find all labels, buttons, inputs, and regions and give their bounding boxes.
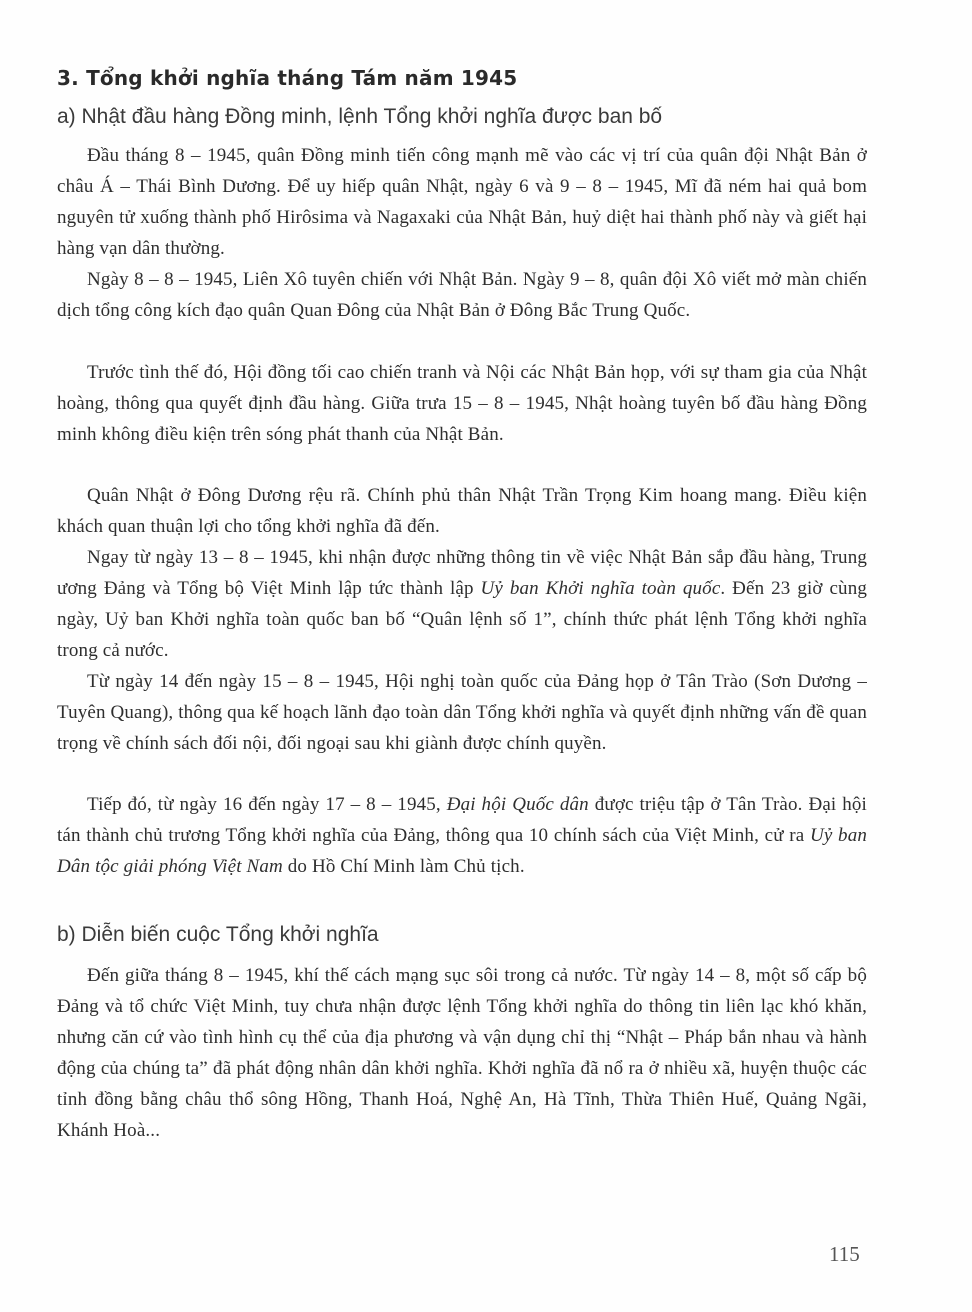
paragraph-2: Ngày 8 – 8 – 1945, Liên Xô tuyên chiến với Nhật Bản. Ngày 9 – 8, quân đội Xô viết mở màn chiến dịch tổng công kích đạo quân Quan Đông của Nhật Bản ở Đông Bắc Trung Quốc.	[57, 269, 867, 321]
paragraph-5-text-start: Ngay từ ngày 13 – 8 – 1945, khi nhận được những thông tin về việc Nhật Bản sắp đầu hàng, Trung ương Đảng và Tổng bộ Việt Minh lập tức thành lập	[57, 547, 867, 599]
paragraph-1: Đầu tháng 8 – 1945, quân Đồng minh tiến công mạnh mẽ vào các vị trí của quân đội Nhật Bản ở châu Á – Thái Bình Dương. Để uy hiếp quân Nhật, ngày 6 và 9 – 8 – 1945, Mĩ đã ném hai quả bom nguyên tử xuống thành phố Hirôsima và Nagaxaki của Nhật Bản, huỷ diệt hai thành phố này và giết hại hàng vạn dân thường.	[57, 145, 867, 259]
paragraph-3: Trước tình thế đó, Hội đồng tối cao chiến tranh và Nội các Nhật Bản họp, với sự tham gia của Nhật hoàng, thông qua quyết định đầu hàng. Giữa trưa 15 – 8 – 1945, Nhật hoàng tuyên bố đầu hàng Đồng minh không điều kiện trên sóng phát thanh của Nhật Bản.	[57, 362, 867, 445]
paragraph-4: Quân Nhật ở Đông Dương rệu rã. Chính phủ thân Nhật Trần Trọng Kim hoang mang. Điều kiện khách quan thuận lợi cho tổng khởi nghĩa đã đến.	[57, 485, 867, 537]
subsection-a-heading: a) Nhật đầu hàng Đồng minh, lệnh Tổng khởi nghĩa được ban bố	[57, 105, 663, 128]
page-number: 115	[829, 1242, 860, 1266]
subsection-b-heading: b) Diễn biến cuộc Tổng khởi nghĩa	[57, 923, 379, 946]
paragraph-5-text-end: . Đến 23 giờ cùng ngày, Uỷ ban Khởi nghĩa toàn quốc ban bố “Quân lệnh số 1”, chính thức phát lệnh Tổng khởi nghĩa trong cả nước.	[57, 578, 867, 661]
paragraph-6: Từ ngày 14 đến ngày 15 – 8 – 1945, Hội nghị toàn quốc của Đảng họp ở Tân Trào (Sơn Dương – Tuyên Quang), thông qua kế hoạch lãnh đạo toàn dân Tổng khởi nghĩa và quyết định những vấn đề quan trọng về chính sách đối nội, đối ngoại sau khi giành được chính quyền.	[57, 671, 867, 754]
paragraph-8: Đến giữa tháng 8 – 1945, khí thế cách mạng sục sôi trong cả nước. Từ ngày 14 – 8, một số cấp bộ Đảng và tổ chức Việt Minh, tuy chưa nhận được lệnh Tổng khởi nghĩa do thông tin liên lạc khó khăn, nhưng căn cứ vào tình hình cụ thể của địa phương và vận dụng chỉ thị “Nhật – Pháp bắn nhau và hành động của chúng ta” đã phát động nhân dân khởi nghĩa. Khởi nghĩa đã nổ ra ở nhiều xã, huyện thuộc các tỉnh đồng bằng châu thổ sông Hồng, Thanh Hoá, Nghệ An, Hà Tĩnh, Thừa Thiên Huế, Quảng Ngãi, Khánh Hoà...	[57, 965, 867, 1141]
paragraph-7-text-start: Tiếp đó, từ ngày 16 đến ngày 17 – 8 – 1945,	[87, 794, 447, 815]
paragraph-7	[57, 789, 867, 882]
paragraph-7-text-middle: được triệu tập ở Tân Trào. Đại hội tán thành chủ trương Tổng khởi nghĩa của Đảng, thông qua 10 chính sách của Việt Minh, cử ra	[57, 794, 867, 846]
dai-hoi-quoc-dan-term: Đại hội Quốc dân	[446, 794, 589, 815]
paragraph-7-text-end: do Hồ Chí Minh làm Chủ tịch.	[282, 856, 525, 877]
paragraph-5	[57, 542, 867, 666]
uy-ban-khoi-nghia-term: Uỷ ban Khởi nghĩa toàn quốc	[480, 578, 721, 599]
uy-ban-dan-toc-term: Uỷ ban Dân tộc giải phóng Việt Nam	[57, 825, 868, 877]
section-heading: 3. Tổng khởi nghĩa tháng Tám năm 1945	[57, 66, 518, 90]
